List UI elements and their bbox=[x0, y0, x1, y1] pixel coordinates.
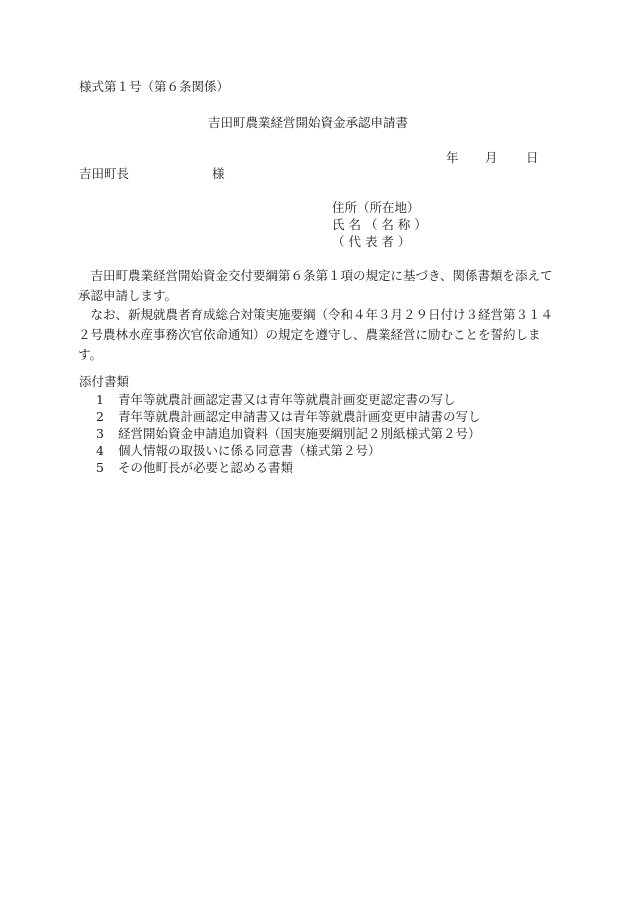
attachment-text: 青年等就農計画認定申請書又は青年等就農計画変更申請書の写し bbox=[118, 409, 481, 424]
date-day-label: 日 bbox=[526, 150, 539, 165]
attachment-number: 5 bbox=[96, 460, 104, 475]
applicant-representative-label: （ 代 表 者 ） bbox=[332, 234, 411, 249]
attachment-number: 4 bbox=[96, 443, 104, 458]
attachment-item bbox=[96, 443, 381, 458]
attachment-item bbox=[96, 392, 456, 407]
body-paragraph-2: なお、新規就農者育成総合対策実施要綱（令和４年３月２９日付け３経営第３１４２号農林水産事務次官依命通知）の規定を遵守し、農業経営に励むことを誓約します。 bbox=[78, 307, 554, 362]
attachment-item bbox=[96, 426, 481, 441]
date-year-label: 年 bbox=[446, 150, 459, 165]
attachment-number: 3 bbox=[96, 426, 104, 441]
addressee-name: 吉田町長 bbox=[79, 166, 130, 181]
attachment-number: 1 bbox=[96, 392, 104, 407]
attachment-item bbox=[96, 460, 294, 475]
attachment-text: 個人情報の取扱いに係る同意書（様式第２号） bbox=[118, 443, 381, 458]
form-label: 様式第１号（第６条関係） bbox=[79, 79, 230, 94]
date-month-label: 月 bbox=[485, 150, 498, 165]
attachment-text: 経営開始資金申請追加資料（国実施要綱別記２別紙様式第２号） bbox=[118, 426, 481, 441]
attachment-number: 2 bbox=[96, 409, 104, 424]
addressee-honorific: 様 bbox=[212, 166, 225, 181]
body-paragraph-1: 吉田町農業経営開始資金交付要綱第６条第１項の規定に基づき、関係書類を添えて承認申請します。 bbox=[78, 268, 553, 303]
attachment-text: その他町長が必要と認める書類 bbox=[118, 460, 294, 475]
applicant-name-label: 氏 名 （ 名 称 ） bbox=[332, 217, 427, 232]
attachment-item bbox=[96, 409, 481, 424]
applicant-address-label: 住所（所在地） bbox=[332, 200, 420, 215]
attachment-text: 青年等就農計画認定書又は青年等就農計画変更認定書の写し bbox=[118, 392, 456, 407]
attachments-heading: 添付書類 bbox=[79, 374, 130, 389]
document-title: 吉田町農業経営開始資金承認申請書 bbox=[208, 115, 409, 130]
